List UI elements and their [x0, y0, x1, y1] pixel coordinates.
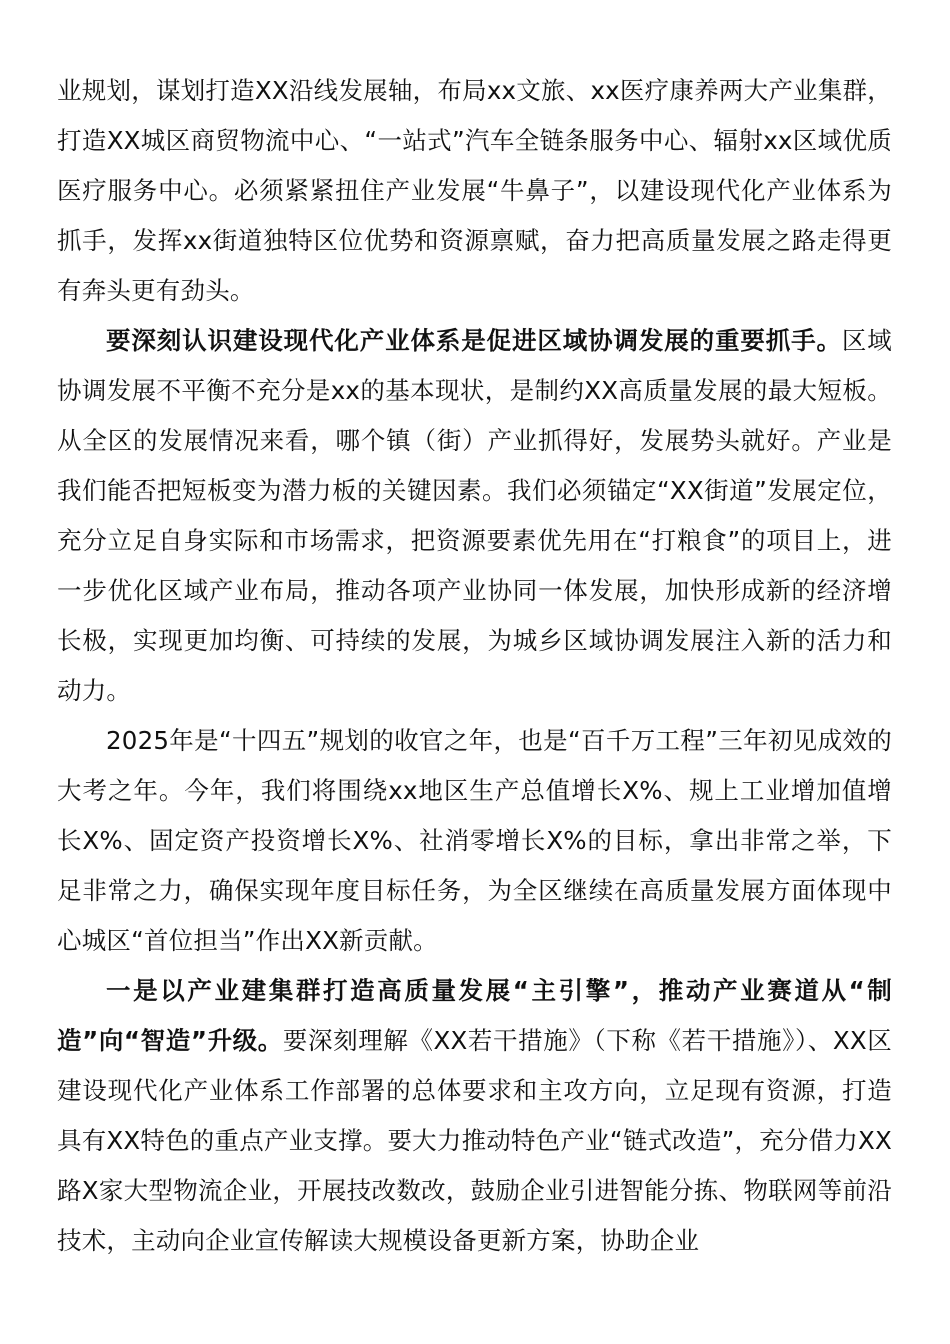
document-body: [57, 66, 892, 1266]
paragraph-text: 2025年是“十四五”规划的收官之年，也是“百千万工程”三年初见成效的大考之年。今年，我们将围绕xx地区生产总值增长X%、规上工业增加值增长X%、固定资产投资增长X%、社消零增长X%的目标，拿出非常之举，下足非常之力，确保实现年度目标任务，为全区继续在高质量发展方面体现中心城区“首位担当”作出XX新贡献。: [57, 726, 892, 955]
paragraph-annual-goals: [57, 716, 892, 966]
paragraph-lead-heading: 一是以产业建集群打造高质量发展“主引擎”，推动产业赛道从“制造”向“智造”升级。: [57, 976, 892, 1055]
paragraph-text: 业规划，谋划打造XX沿线发展轴，布局xx文旅、xx医疗康养两大产业集群，打造XX城区商贸物流中心、“一站式”汽车全链条服务中心、辐射xx区域优质医疗服务中心。必须紧紧扭住产业发展“牛鼻子”，以建设现代化产业体系为抓手，发挥xx街道独特区位优势和资源禀赋，奋力把高质量发展之路走得更有奔头更有劲头。: [57, 76, 892, 305]
paragraph-text: 区域协调发展不平衡不充分是xx的基本现状，是制约XX高质量发展的最大短板。从全区的发展情况来看，哪个镇（街）产业抓得好，发展势头就好。产业是我们能否把短板变为潜力板的关键因素。我们必须锚定“XX街道”发展定位，充分立足自身实际和市场需求，把资源要素优先用在“打粮食”的项目上，进一步优化区域产业布局，推动各项产业协同一体发展，加快形成新的经济增长极，实现更加均衡、可持续的发展，为城乡区域协调发展注入新的活力和动力。: [57, 326, 892, 705]
paragraph-industry-cluster: [57, 966, 892, 1266]
paragraph-text: 要深刻理解《XX若干措施》（下称《若干措施》）、XX区建设现代化产业体系工作部署的总体要求和主攻方向，立足现有资源，打造具有XX特色的重点产业支撑。要大力推动特色产业“链式改造”，充分借力XX路X家大型物流企业，开展技改数改，鼓励企业引进智能分拣、物联网等前沿技术，主动向企业宣传解读大规模设备更新方案，协助企业: [57, 1026, 892, 1255]
paragraph-continued-intro: [57, 66, 892, 316]
paragraph-regional-coordination: [57, 316, 892, 716]
paragraph-lead-heading: 要深刻认识建设现代化产业体系是促进区域协调发展的重要抓手。: [106, 326, 842, 355]
